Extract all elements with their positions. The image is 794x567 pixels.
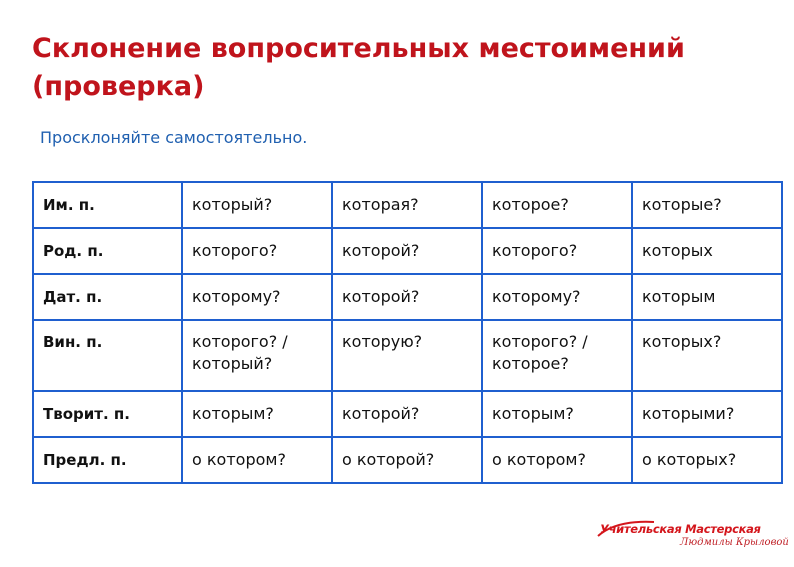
table-cell: о которых? — [632, 437, 782, 483]
page-title: Склонение вопросительных местоимений (проверка) — [32, 33, 685, 102]
case-label: Предл. п. — [33, 437, 182, 483]
table-cell: которой? — [332, 274, 482, 320]
table-cell: которые? — [632, 182, 782, 228]
table-cell: о котором? — [182, 437, 332, 483]
logo-sub-text: Людмилы Крыловой — [680, 537, 789, 548]
table-cell: которого? — [182, 228, 332, 274]
table-cell: которого? — [482, 228, 632, 274]
table-cell: которому? — [482, 274, 632, 320]
table-row — [33, 391, 782, 437]
table-cell: которая? — [332, 182, 482, 228]
table-cell: о которой? — [332, 437, 482, 483]
table-cell: которое? — [482, 182, 632, 228]
table-cell: которого? / который? — [182, 320, 332, 391]
case-label: Род. п. — [33, 228, 182, 274]
case-label: Творит. п. — [33, 391, 182, 437]
case-label: Вин. п. — [33, 320, 182, 391]
table-row — [33, 320, 782, 391]
table-cell: которым — [632, 274, 782, 320]
table-cell: которому? — [182, 274, 332, 320]
table-cell: которую? — [332, 320, 482, 391]
table-cell: которых — [632, 228, 782, 274]
brand-logo — [600, 520, 789, 556]
table-cell: которым? — [182, 391, 332, 437]
case-label: Им. п. — [33, 182, 182, 228]
table-cell: который? — [182, 182, 332, 228]
table-cell: которой? — [332, 228, 482, 274]
table-cell: которого? / которое? — [482, 320, 632, 391]
table-row — [33, 437, 782, 483]
logo-main-text: Учительская Мастерская — [600, 522, 761, 536]
declension-table — [32, 181, 783, 484]
instruction-text: Просклоняйте самостоятельно. — [40, 128, 308, 147]
table-row — [33, 182, 782, 228]
table-row — [33, 228, 782, 274]
table-cell: о котором? — [482, 437, 632, 483]
table-cell: которыми? — [632, 391, 782, 437]
table-cell: которой? — [332, 391, 482, 437]
table-cell: которым? — [482, 391, 632, 437]
table-cell: которых? — [632, 320, 782, 391]
table-row — [33, 274, 782, 320]
case-label: Дат. п. — [33, 274, 182, 320]
